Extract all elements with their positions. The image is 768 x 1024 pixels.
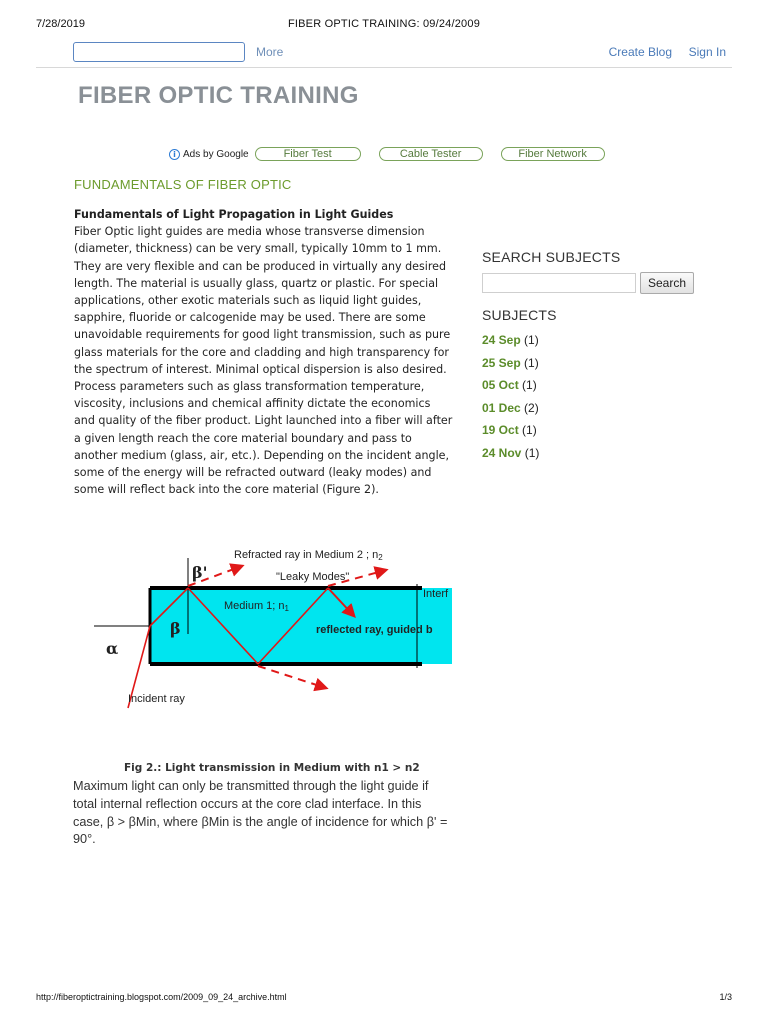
medium-1-label: Medium 1; n1 xyxy=(224,600,289,613)
navbar-search-input[interactable] xyxy=(73,42,245,62)
incident-ray-label: Incident ray xyxy=(128,693,185,705)
post-title[interactable]: FUNDAMENTALS OF FIBER OPTIC xyxy=(74,177,292,192)
print-header xyxy=(36,18,732,32)
list-item xyxy=(482,446,539,469)
interface-label: Interf xyxy=(423,588,449,600)
leaky-modes-label: "Leaky Modes" xyxy=(276,571,350,583)
ad-link-fiber-test[interactable]: Fiber Test xyxy=(255,147,361,161)
list-item xyxy=(482,423,539,446)
reflected-ray-label: reflected ray, guided b xyxy=(316,624,433,636)
list-item xyxy=(482,378,539,401)
blogger-navbar xyxy=(36,40,732,68)
subject-link[interactable]: 24 Sep xyxy=(482,333,521,347)
subject-count: (1) xyxy=(522,423,537,438)
sign-in-link[interactable]: Sign In xyxy=(688,45,726,59)
search-button[interactable]: Search xyxy=(640,272,694,294)
subject-count: (1) xyxy=(524,445,540,460)
refracted-ray-label: Refracted ray in Medium 2 ; n2 xyxy=(234,549,383,562)
search-subjects-heading: SEARCH SUBJECTS xyxy=(482,249,621,265)
print-title: FIBER OPTIC TRAINING: 09/24/2009 xyxy=(287,18,481,30)
subjects-search-input[interactable] xyxy=(482,273,636,293)
beta-angle-label: β xyxy=(170,619,181,638)
post-body-text: Fiber Optic light guides are media whose transverse dimension (diameter, thickness) can be very small, typically 10mm to 1 mm. They are very flexible and can be produced in virtually any desired length. The material is usually glass, quartz or plastic. For special applications, other exotic materials such as liquid light guides, sapphire, fluoride or calcogenide may be used. There are some unavoidable requirements for good light transmission, such as pure glass materials for the core and cladding and high transparency for the spectrum of interest. Minimal optical dispersion is also desired. Process parameters such as glass transformation temperature, viscosity, inclusions and chemical affinity dictate the economics and quality of the fiber product. Light launched into a fiber will after a given length reach the core material boundary and pass to another medium (glass, air, etc.). Depending on the incident angle, some of the energy will be refracted outward (leaky modes) and some will reflect back into the core material (Figure 2). xyxy=(74,225,453,497)
list-item xyxy=(482,333,539,356)
post-heading: Fundamentals of Light Propagation in Light Guides xyxy=(74,208,394,221)
beta-prime-angle-label: β' xyxy=(192,563,208,582)
post-body xyxy=(74,206,454,498)
subject-count: (1) xyxy=(522,378,537,393)
subject-count: (1) xyxy=(524,355,539,370)
create-blog-link[interactable]: Create Blog xyxy=(608,45,672,59)
ads-by-google-label[interactable]: Ads by Google xyxy=(183,148,249,160)
refracted-ray-lower xyxy=(258,666,326,688)
blog-title[interactable]: FIBER OPTIC TRAINING xyxy=(78,82,359,109)
print-footer xyxy=(36,992,732,1006)
subject-count: (1) xyxy=(524,333,539,347)
subject-count: (2) xyxy=(524,400,539,415)
subject-link[interactable]: 05 Oct xyxy=(482,378,519,393)
subjects-heading: SUBJECTS xyxy=(482,307,557,323)
subject-link[interactable]: 24 Nov xyxy=(482,445,522,460)
subject-list xyxy=(482,333,539,469)
list-item xyxy=(482,356,539,379)
subject-link[interactable]: 19 Oct xyxy=(482,423,519,438)
print-url: http://fiberoptictraining.blogspot.com/2009_09_24_archive.html xyxy=(36,992,287,1002)
alpha-angle-label: α xyxy=(106,639,119,658)
list-item xyxy=(482,401,539,424)
subject-link[interactable]: 01 Dec xyxy=(482,400,521,415)
navbar-more-link[interactable]: More xyxy=(256,45,284,59)
print-date: 7/28/2019 xyxy=(36,18,85,30)
post-conclusion-text: Maximum light can only be transmitted through the light guide if total internal reflection occurs at the core clad interface. In this case, β > βMin, where βMin is the angle of incidence for which β' = 90°. xyxy=(73,779,448,847)
print-page-number: 1/3 xyxy=(719,992,732,1002)
light-guide-figure xyxy=(92,540,452,720)
ad-link-fiber-network[interactable]: Fiber Network xyxy=(501,147,605,161)
ads-row xyxy=(169,145,623,163)
ad-link-cable-tester[interactable]: Cable Tester xyxy=(379,147,483,161)
subject-link[interactable]: 25 Sep xyxy=(482,355,521,370)
info-icon[interactable]: i xyxy=(169,149,180,160)
figure-caption: Fig 2.: Light transmission in Medium with n1 > n2 xyxy=(124,762,420,774)
